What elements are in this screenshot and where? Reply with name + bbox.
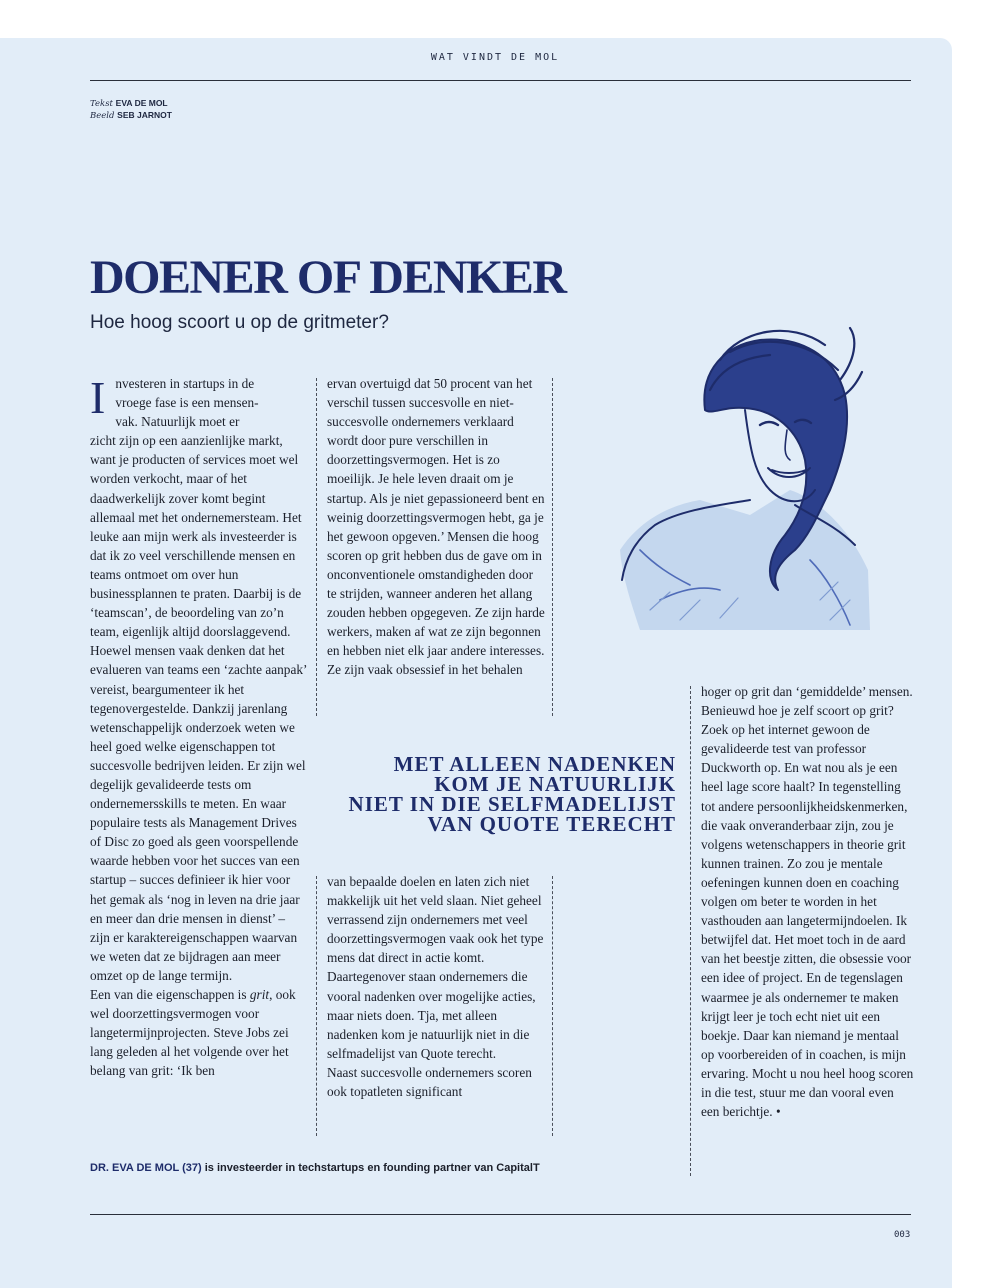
smile — [768, 468, 810, 477]
body2-pre: Een van die eigenschappen is — [90, 987, 250, 1002]
column-1 — [90, 374, 308, 1080]
headline: DOENER OF DENKER — [90, 251, 566, 304]
body2-emphasis: grit — [249, 987, 270, 1002]
credits-text-label: Tekst — [90, 99, 113, 109]
column-1-body: zicht zijn op een aanzienlijke markt, want je producten of services moet wel worden verkocht, maar of het daadwerkelijk zover komt begint allemaal met het ondernemersteam. Het leuke aan mijn werk als investeerder is dat ik zo veel verschillende mensen en teams ontmoet om over hun businessplannen te praten. Daarbij is de ‘teamscan’, de beoordeling van zo’n team, eigenlijk altijd doorslaggevend. Hoewel mensen vaak denken dat het evalueren van teams een ‘zachte aanpak’ vereist, beargumenteer ik het tegenovergestelde. Dankzij jarenlang wetenschappelijk onderzoek weten we heel goed welke eigenschappen tot succesvolle bedrijven leiden. Er zijn wel degelijk gevalideerde tests om ondernemersskills te meten. En waar populaire tests als Management Drives of Disc zo goed als geen voorspellende waarde hebben voor het succes van een startup – succes definieer ik hier voor het gemak als ‘nog in leven na drie jaar en meer dan drie mensen in dienst’ – zijn er karaktereigenschappen waarvan we weten dat ze bijdragen aan meer omzet op de lange termijn. — [90, 433, 307, 983]
column-2-top — [327, 374, 545, 680]
bottom-rule — [90, 1214, 911, 1215]
portrait-illustration — [600, 300, 900, 640]
section-label: WAT VINDT DE MOL — [430, 52, 560, 63]
intro-line-1: nvesteren in startups in de — [115, 376, 255, 391]
body2-post: , ook wel doorzettingsvermogen voor langetermijnprojecten. Steve Jobs zei lang geleden al het volgende over het belang van grit: ‘Ik ben — [90, 987, 296, 1079]
pull-quote-line-4: VAN QUOTE TERECHT — [427, 812, 676, 836]
credits-image-name: SEB JARNOT — [117, 110, 172, 120]
column-2-bottom-rule-right — [552, 876, 553, 1136]
intro-line-2: vroege fase is een mensen- — [115, 395, 259, 411]
column-3-rule-left — [690, 686, 691, 1176]
credits — [90, 98, 172, 122]
page-number: 003 — [894, 1230, 911, 1240]
pull-quote-line-2: KOM JE NATUURLIJK — [434, 772, 676, 796]
pull-quote — [316, 754, 676, 834]
top-rule — [90, 80, 911, 81]
column-2-bottom-text: van bepaalde doelen en laten zich niet makkelijk uit het veld slaan. Niet geheel verrassend zijn ondernemers met veel doorzettingsvermogen vaak ook het type mens dat direct in actie komt. Daartegenover staan ondernemers die vooral nadenken over mogelijke acties, maar niets doen. Tja, met alleen nadenken kom je natuurlijk niet in die selfmadelijst van Quote terecht. — [327, 874, 544, 1061]
column-2-top-text: ervan overtuigd dat 50 procent van het verschil tussen succesvolle en niet-succesvolle ondernemers verklaard wordt door pure verschillen in doorzettingsvermogen. Het is zo moeilijk. Je hele leven draait om je startup. Als je niet gepassioneerd bent en weinig doorzettingsvermogen hebt, ga je het gewoon opgeven.’ Mensen die hoog scoren op grit hebben dus de gave om in onconventionele omstandigheden door te strijden, wanneer anderen het allang zouden hebben opgegeven. Ze zijn harde werkers, maken af wat ze zijn begonnen en hebben niet elk jaar andere interesses. Ze zijn vaak obsessief in het behalen — [327, 376, 545, 678]
column-3-text: hoger op grit dan ‘gemiddelde’ mensen. Benieuwd hoe je zelf scoort op grit? Zoek op het internet gewoon de gevalideerde test van professor Duckworth op. En wat nou als je een heel lage score haalt? In tegenstelling tot andere persoonlijkheidskenmerken, die vaak onveranderbaar zijn, zou je volgens wetenschappers in theorie grit kunnen trainen. Zo zou je mentale oefeningen kunnen doen en coaching volgen om beter te worden in het vasthouden aan langetermijndoelen. Ik betwijfel dat. Het moet toch in de aard van het beestje zitten, die obsessie voor een idee of project. En de tegenslagen waarmee je als ondernemer te maken krijgt leer je toch echt niet uit een boekje. Daar kan niemand je mentaal op voorbereiden of in coachen, is mijn ervaring. Mocht u nou heel hoog scoren in die test, stuur me dan vooral even een berichtje. • — [701, 684, 914, 1120]
author-bio — [90, 1162, 540, 1174]
column-2-bottom-text-2: Naast succesvolle ondernemers scoren ook topatleten significant — [327, 1064, 532, 1100]
column-2-bottom-rule-left — [316, 876, 317, 1136]
drop-cap: I — [90, 372, 106, 423]
column-2-top-rule-right — [552, 378, 553, 716]
credits-text-name: EVA DE MOL — [115, 98, 168, 108]
subheadline: Hoe hoog scoort u op de gritmeter? — [90, 312, 389, 333]
column-2-top-rule-left — [316, 378, 317, 716]
author-bio-text: is investeerder in techstartups en founding partner van CapitalT — [201, 1162, 540, 1174]
intro-line-3: vak. Natuurlijk moet er — [115, 414, 240, 430]
credits-image-label: Beeld — [90, 111, 115, 121]
pull-quote-line-3: NIET IN DIE SELFMADELIJST — [348, 792, 676, 816]
credits-image-line — [90, 110, 172, 122]
column-2-bottom — [327, 872, 545, 1101]
shirt-shading — [620, 490, 870, 630]
nose — [785, 430, 790, 460]
credits-text-line — [90, 98, 172, 110]
magazine-page — [0, 38, 952, 1288]
column-1-body-2 — [90, 985, 308, 1080]
column-3 — [701, 682, 915, 1121]
author-bio-name: DR. EVA DE MOL (37) — [90, 1162, 202, 1174]
pull-quote-line-1: MET ALLEEN NADENKEN — [393, 752, 676, 776]
